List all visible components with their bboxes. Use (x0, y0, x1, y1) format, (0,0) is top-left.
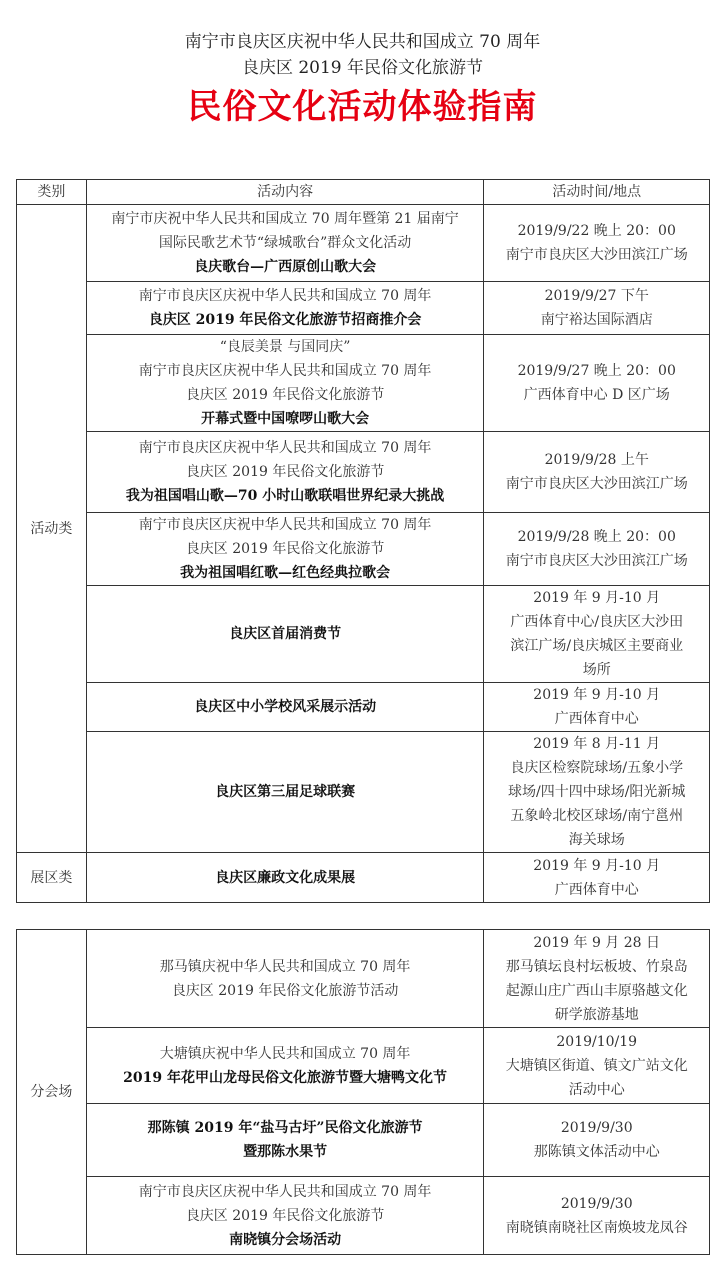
table-row (17, 1028, 710, 1104)
content-line: 良庆区 2019 年民俗文化旅游节 (185, 1207, 385, 1224)
activity-content-cell (86, 930, 484, 1028)
time-place-line: 2019 年 9 月-10 月 (533, 857, 661, 874)
time-place-line: 球场/四十四中球场/阳光新城 (508, 784, 686, 800)
time-place-line: 那陈镇文体活动中心 (533, 1144, 660, 1160)
time-place-cell (484, 732, 710, 853)
table-row (17, 930, 710, 1028)
time-place-cell (484, 683, 710, 732)
activity-content-cell (86, 732, 484, 853)
activity-name: 我为祖国唱山歌—70 小时山歌联唱世界纪录大挑战 (125, 488, 445, 504)
table-header-row (17, 180, 710, 205)
time-place-line: 南宁市良庆区大沙田滨江广场 (505, 553, 688, 569)
activity-name: 良庆区首届消费节 (229, 626, 342, 642)
time-place-cell (484, 282, 710, 335)
time-place-cell (484, 1104, 710, 1177)
activity-content-cell (86, 1104, 484, 1177)
activity-content-cell (86, 335, 484, 432)
time-place-line: 2019/9/30 (560, 1120, 633, 1136)
time-place-line: 2019/9/28 上午 (544, 452, 649, 468)
header-line-2: 良庆区 2019 年民俗文化旅游节 (241, 58, 484, 78)
time-place-line: 南晓镇南晓社区南焕坡龙凤谷 (505, 1219, 688, 1236)
table-row (17, 1104, 710, 1177)
time-place-line: 南宁市良庆区大沙田滨江广场 (505, 247, 688, 263)
time-place-line: 滨江广场/良庆城区主要商业 (510, 638, 684, 654)
time-place-line: 2019/9/27 晚上 20：00 (517, 363, 676, 379)
content-line: 大塘镇庆祝中华人民共和国成立 70 周年 (159, 1045, 411, 1062)
time-place-line: 2019 年 8 月-11 月 (533, 736, 661, 752)
time-place-line: 2019 年 9 月 28 日 (533, 934, 661, 951)
time-place-line: 广西体育中心 (554, 711, 639, 727)
branch-venue-table (16, 929, 710, 1255)
time-place-line: 2019 年 9 月-10 月 (533, 687, 661, 703)
time-place-line: 海关球场 (568, 832, 625, 848)
content-line: 良庆区 2019 年民俗文化旅游节 (185, 541, 385, 557)
content-line: 南宁市庆祝中华人民共和国成立 70 周年暨第 21 届南宁 (111, 211, 459, 227)
content-line: “良辰美景 与国同庆” (219, 339, 351, 355)
time-place-line: 广西体育中心/良庆区大沙田 (510, 614, 684, 630)
activity-name: 南晓镇分会场活动 (229, 1231, 342, 1248)
content-line: 良庆区 2019 年民俗文化旅游节 (185, 464, 385, 480)
content-line: 南宁市良庆区庆祝中华人民共和国成立 70 周年 (138, 440, 432, 456)
activity-name: 良庆区中小学校风采展示活动 (194, 699, 377, 715)
content-line: 南宁市良庆区庆祝中华人民共和国成立 70 周年 (138, 363, 432, 379)
content-line: 良庆区 2019 年民俗文化旅游节 (185, 387, 385, 403)
activity-name: 良庆区廉政文化成果展 (215, 869, 356, 886)
time-place-line: 那马镇坛良村坛板坡、竹泉岛 (505, 958, 688, 975)
content-line: 南宁市良庆区庆祝中华人民共和国成立 70 周年 (138, 517, 432, 533)
activity-content-cell (86, 432, 484, 513)
time-place-cell (484, 513, 710, 586)
activity-content-cell (86, 513, 484, 586)
activity-name: 我为祖国唱红歌—红色经典拉歌会 (180, 565, 391, 581)
header-line-1: 南宁市良庆区庆祝中华人民共和国成立 70 周年 (184, 32, 541, 52)
content-line: 良庆区 2019 年民俗文化旅游节活动 (171, 982, 399, 999)
time-place-line: 活动中心 (568, 1081, 625, 1098)
table-row (17, 853, 710, 903)
header-category: 类别 (17, 180, 87, 205)
time-place-line: 2019/9/28 晚上 20：00 (517, 529, 676, 545)
activity-content-cell (86, 205, 484, 282)
activity-content-cell (86, 586, 484, 683)
activity-name: 那陈镇 2019 年“盐马古圩”民俗文化旅游节 (147, 1120, 423, 1136)
time-place-line: 2019/9/22 晚上 20：00 (517, 223, 676, 239)
category-activity: 活动类 (17, 205, 87, 853)
table-row (17, 513, 710, 586)
table-row (17, 732, 710, 853)
table-row (17, 683, 710, 732)
activity-content-cell (86, 1177, 484, 1255)
header-time-place: 活动时间/地点 (484, 180, 710, 205)
activity-content-cell (86, 853, 484, 903)
table-row (17, 335, 710, 432)
time-place-cell (484, 930, 710, 1028)
category-branch-venue: 分会场 (17, 930, 87, 1255)
time-place-cell (484, 1028, 710, 1104)
time-place-line: 2019 年 9 月-10 月 (533, 590, 661, 606)
table-row (17, 586, 710, 683)
time-place-line: 南宁裕达国际酒店 (540, 312, 653, 328)
activity-content-cell (86, 1028, 484, 1104)
activity-name: 2019 年花甲山龙母民俗文化旅游节暨大塘鸭文化节 (123, 1069, 447, 1086)
time-place-line: 大塘镇区街道、镇文广站文化 (505, 1057, 688, 1074)
category-exhibit: 展区类 (17, 853, 87, 903)
header-content: 活动内容 (86, 180, 484, 205)
page-title: 民俗文化活动体验指南 (187, 87, 538, 127)
time-place-line: 南宁市良庆区大沙田滨江广场 (505, 476, 688, 492)
time-place-line: 2019/10/19 (556, 1033, 638, 1050)
activity-name: 良庆区 2019 年民俗文化旅游节招商推介会 (148, 312, 422, 328)
activity-table (16, 179, 710, 903)
time-place-cell (484, 586, 710, 683)
time-place-cell (484, 205, 710, 282)
time-place-line: 场所 (582, 662, 611, 678)
time-place-cell (484, 1177, 710, 1255)
activity-name: 开幕式暨中国嘹啰山歌大会 (201, 411, 370, 427)
content-line: 南宁市良庆区庆祝中华人民共和国成立 70 周年 (138, 288, 432, 304)
time-place-cell (484, 432, 710, 513)
activity-name: 暨那陈水果节 (243, 1144, 328, 1160)
content-line: 国际民歌艺术节“绿城歌台”群众文化活动 (158, 235, 412, 251)
time-place-line: 广西体育中心 D 区广场 (523, 387, 670, 403)
table-row (17, 1177, 710, 1255)
content-line: 南宁市良庆区庆祝中华人民共和国成立 70 周年 (138, 1183, 432, 1200)
time-place-line: 2019/9/30 (560, 1195, 633, 1212)
activity-name: 良庆歌台—广西原创山歌大会 (194, 259, 377, 275)
time-place-cell (484, 335, 710, 432)
activity-content-cell (86, 282, 484, 335)
table-row (17, 282, 710, 335)
time-place-line: 广西体育中心 (554, 881, 639, 898)
time-place-line: 五象岭北校区球场/南宁邕州 (510, 808, 684, 824)
time-place-line: 2019/9/27 下午 (544, 288, 649, 304)
time-place-line: 良庆区检察院球场/五象小学 (510, 760, 684, 776)
content-line: 那马镇庆祝中华人民共和国成立 70 周年 (159, 958, 411, 975)
table-row (17, 205, 710, 282)
activity-content-cell (86, 683, 484, 732)
table-row (17, 432, 710, 513)
time-place-line: 起源山庄广西山丰原骆越文化 (505, 982, 688, 999)
time-place-cell (484, 853, 710, 903)
time-place-line: 研学旅游基地 (554, 1006, 639, 1023)
activity-name: 良庆区第三届足球联赛 (215, 784, 356, 800)
